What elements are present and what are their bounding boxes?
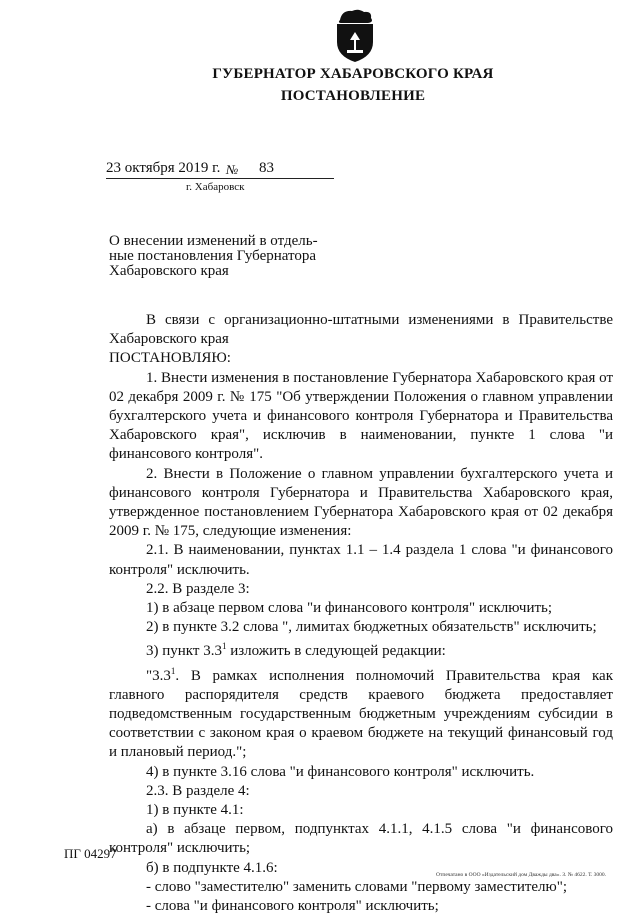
document-date: 23 октября 2019 г. <box>106 160 221 176</box>
item-2-3-1: 1) в пункте 4.1: <box>146 802 244 819</box>
paragraph-2-3: 2.3. В разделе 4: <box>146 782 250 799</box>
document-city: г. Хабаровск <box>186 181 245 193</box>
item-2-2-3 <box>109 637 613 661</box>
number-sign: № <box>226 162 239 177</box>
date-underline <box>106 178 334 179</box>
superscript: 1 <box>170 665 176 676</box>
item-2-2-1: 1) в абзаце первом слова "и финансового контроля" исключить; <box>146 600 553 617</box>
document-type-title: ПОСТАНОВЛЕНИЕ <box>280 88 426 104</box>
paragraph-2-2: 2.2. В разделе 3: <box>146 580 250 597</box>
item-text: 3) пункт 3.3 <box>146 643 222 660</box>
paragraph-2-1: 2.1. В наименовании, пунктах 1.1 – 1.4 раздела 1 слова "и финансового контроля" исключить. <box>109 542 613 578</box>
item-text: изложить в следующей редакции: <box>226 643 446 660</box>
issuer-title: ГУБЕРНАТОР ХАБАРОВСКОГО КРАЯ <box>212 66 494 82</box>
superscript: 1 <box>221 641 227 652</box>
subject-line: ные постановления Губернатора <box>109 248 317 264</box>
preamble-line: В связи с организационно-штатными изменениями в Правительстве <box>146 312 613 328</box>
quote-text: "3.3 <box>146 667 171 684</box>
subject-line: Хабаровского края <box>109 263 229 279</box>
quoted-new-text <box>109 662 613 763</box>
preamble-line: Хабаровского края <box>109 331 229 348</box>
paragraph-2: 2. Внести в Положение о главном управлении бухгалтерского учета и финансового контроля Губернатора и Правительства Хабаровского края, утвержденное постановлением Губернатора Хабаровского края от 02 декабря 2009 г. № 175, следующие изменения: <box>109 465 613 540</box>
subitem-a: а) в абзаце первом, подпунктах 4.1.1, 4.1.5 слова "и финансового контроля" исключить; <box>109 821 613 857</box>
quote-text: . В рамках исполнения полномочий Правительства края как главного распорядителя средств краевого бюджета предоставляет подведомственным государственным бюджетным учреждениям субсидии в соответствии с законом края о краевом бюджете на текущий финансовый год и плановый период."; <box>109 667 613 761</box>
decree-word: ПОСТАНОВЛЯЮ: <box>109 350 231 367</box>
item-2-2-4: 4) в пункте 3.16 слова "и финансового контроля" исключить. <box>146 763 535 780</box>
document-subject <box>109 234 339 279</box>
subitem-b: б) в подпункте 4.1.6: <box>146 859 278 876</box>
paragraph-1: 1. Внести изменения в постановление Губернатора Хабаровского края от 02 декабря 2009 г. № 175 "Об утверждении Положения о главном управлении бухгалтерского учета и финансового контроля Губернатора и Правительства Хабаровского края", исключив в наименовании, пункте 1 слова "и финансового контроля". <box>109 369 613 463</box>
printer-imprint: Отпечатано в ООО «Издательский дом Дважды два». З. № 4622. Т. 3000. <box>436 872 607 878</box>
coat-of-arms-emblem <box>330 6 380 64</box>
dash-item: - слово "заместителю" заменить словами "первому заместителю"; <box>146 878 568 895</box>
document-body <box>109 311 613 916</box>
dash-item: - слова "и финансового контроля" исключить; <box>146 898 439 915</box>
form-code: ПГ 04297 <box>64 846 117 861</box>
item-2-2-2: 2) в пункте 3.2 слова ", лимитах бюджетных обязательств" исключить; <box>146 619 597 636</box>
document-number: 83 <box>259 160 274 176</box>
subject-line: О внесении изменений в отдель- <box>109 233 318 249</box>
